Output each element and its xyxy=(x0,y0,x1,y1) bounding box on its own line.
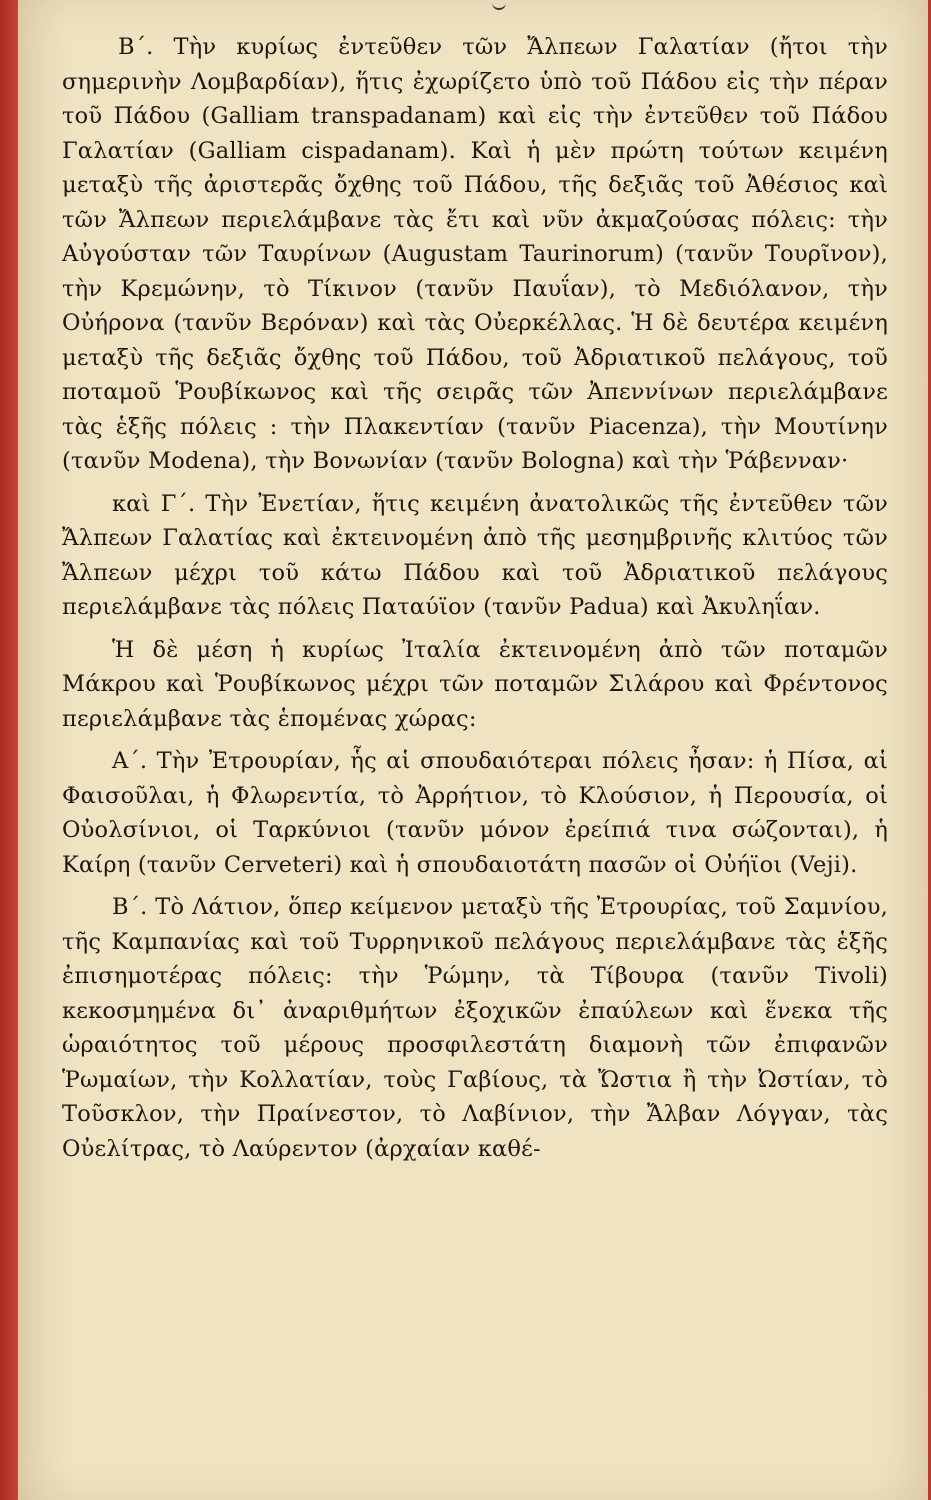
page-text xyxy=(62,30,888,1174)
paragraph-latium: Β΄. Τὸ Λάτιον, ὅπερ κείμενον μεταξὺ τῆς Ἐτρουρίας, τοῦ Σαμνίου, τῆς Καμπανίας καὶ τοῦ Τυρρηνικοῦ πελάγους περιελάμβανε τὰς ἑξῆς ἐπισημοτέρας πόλεις: τὴν Ῥώμην, τὰ Τίβουρα (τανῦν Tivoli) κεκοσμημένα δι᾽ ἀναριθμήτων ἐξοχικῶν ἐπαύλεων καὶ ἕνεκα τῆς ὡραιότητος τοῦ μέρους προσφιλεστάτη διαμονὴ τῶν ἐπιφανῶν Ῥωμαίων, τὴν Κολλατίαν, τοὺς Γαβίους, τὰ Ὤστια ἢ τὴν Ὠστίαν, τὸ Τοῦσκλον, τὴν Πραίνεστον, τὸ Λαβίνιον, τὴν Ἄλβαν Λόγγαν, τὰς Οὐελίτρας, τὸ Λαύρεντον (ἀρχαίαν καθέ- xyxy=(62,894,888,1162)
paragraph-etruria: Α΄. Τὴν Ἐτρουρίαν, ἧς αἱ σπουδαιότεραι πόλεις ἦσαν: ἡ Πίσα, αἱ Φαισοῦλαι, ἡ Φλωρεντία, τὸ Ἀρρήτιον, τὸ Κλούσιον, ἡ Περουσία, οἱ Οὐολσίνιοι, οἱ Ταρκύνιοι (τανῦν μόνον ἐρείπιά τινα σώζονται), ἡ Καίρη (τανῦν Cerveteri) καὶ ἡ σπουδαιοτάτη πασῶν οἱ Οὐήϊοι (Veji). xyxy=(62,748,888,878)
paragraph-venetia: καὶ Γ΄. Τὴν Ἐνετίαν, ἥτις κειμένη ἀνατολικῶς τῆς ἐντεῦθεν τῶν Ἄλπεων Γαλατίας καὶ ἐκτεινομένη ἀπὸ τῆς μεσημβρινῆς κλιτύος τῶν Ἄλπεων μέχρι τοῦ κάτω Πάδου καὶ τοῦ Ἀδριατικοῦ πελάγους περιελάμβανε τὰς πόλεις Παταύϊον (τανῦν Padua) καὶ Ἀκυληΐαν. xyxy=(62,490,888,620)
paragraph-cisalpine-gaul: Β΄. Τὴν κυρίως ἐντεῦθεν τῶν Ἄλπεων Γαλατίαν (ἤτοι τὴν σημερινὴν Λομβαρδίαν), ἥτις ἐχωρίζετο ὑπὸ τοῦ Πάδου εἰς τὴν πέραν τοῦ Πάδου (Galliam transpadanam) καὶ εἰς τὴν ἐντεῦθεν τοῦ Πάδου Γαλατίαν (Galliam cispadanam). Καὶ ἡ μὲν πρώτη τούτων κειμένη μεταξὺ τῆς ἀριστερᾶς ὄχθης τοῦ Πάδου, τῆς δεξιᾶς τοῦ Ἀθέσιος καὶ τῶν Ἄλπεων περιελάμβανε τὰς ἔτι καὶ νῦν ἀκμαζούσας πόλεις: τὴν Αὐγούσταν τῶν Ταυρίνων (Augustam Taurinorum) (τανῦν Τουρῖνον), τὴν Κρεμώνην, τὸ Τίκινον (τανῦν Παυΐαν), τὸ Μεδιόλανον, τὴν Οὐήρονα (τανῦν Βερόναν) καὶ τὰς Οὐερκέλλας. Ἡ δὲ δευτέρα κειμένη μεταξὺ τῆς δεξιᾶς ὄχθης τοῦ Πάδου, τοῦ Ἀδριατικοῦ πελάγους, τοῦ ποταμοῦ Ῥουβίκωνος καὶ τῆς σειρᾶς τῶν Ἀπεννίνων περιελάμβανε τὰς ἑξῆς πόλεις : τὴν Πλακεντίαν (τανῦν Piacenza), τὴν Μουτίνην (τανῦν Modena), τὴν Βονωνίαν (τανῦν Bologna) καὶ τὴν Ῥάβενναν· xyxy=(62,34,888,474)
page-top-mark xyxy=(492,0,506,10)
paragraph-central-italy: Ἡ δὲ μέση ἡ κυρίως Ἰταλία ἐκτεινομένη ἀπὸ τῶν ποταμῶν Μάκρου καὶ Ῥουβίκωνος μέχρι τῶν ποταμῶν Σιλάρου καὶ Φρέντονος περιελάμβανε τὰς ἑπομένας χώρας: xyxy=(62,636,888,732)
binding-edge xyxy=(0,0,18,1500)
